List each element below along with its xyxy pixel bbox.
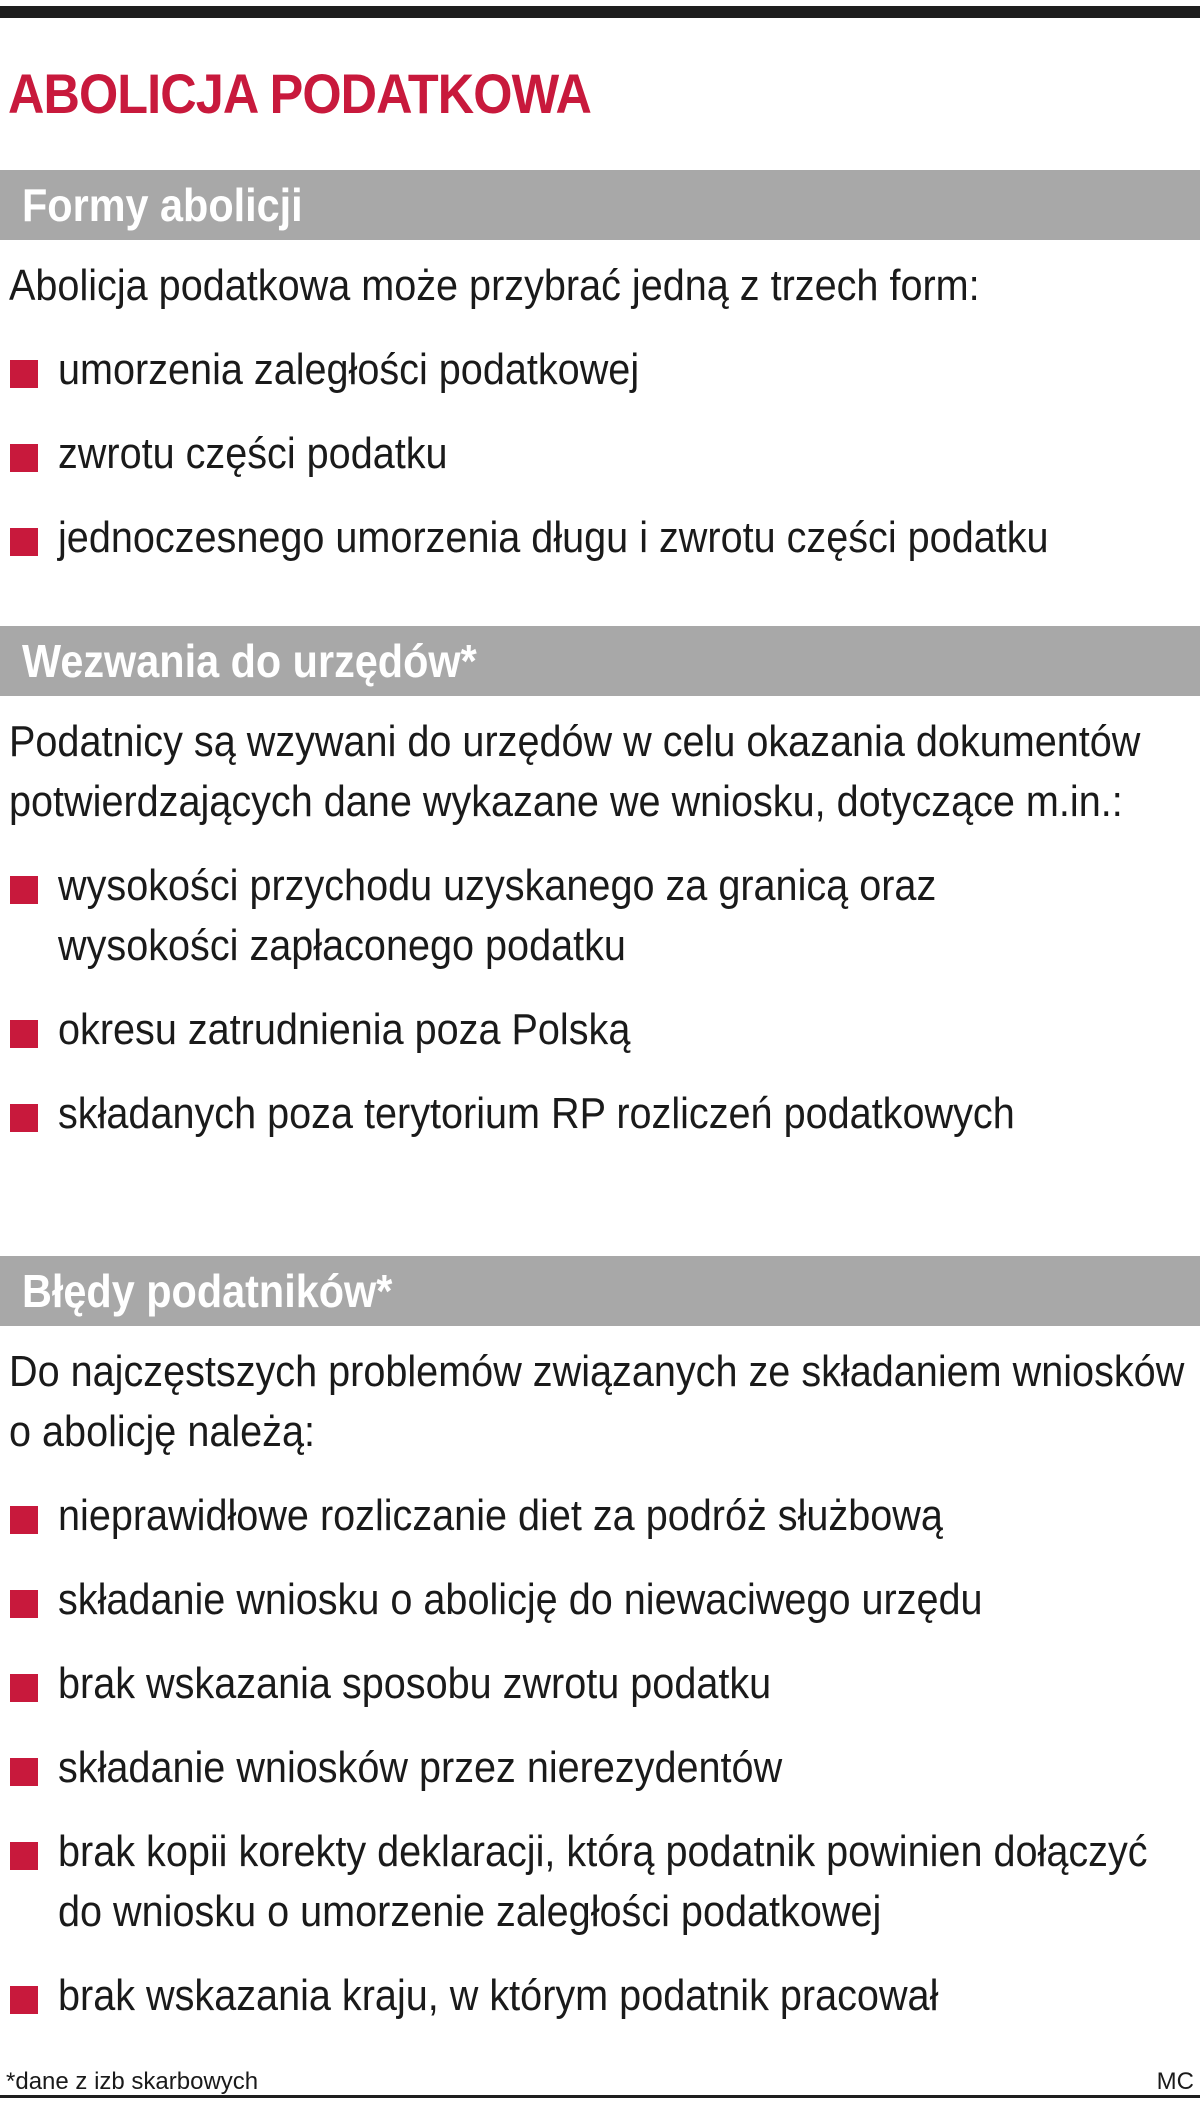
section-heading: Błędy podatników* <box>22 1265 393 1317</box>
list-item: brak wskazania kraju, w którym podatnik pracował <box>0 1966 1200 2026</box>
list-item: zwrotu części podatku <box>0 424 1200 484</box>
bullet-square-icon <box>10 1020 38 1048</box>
bullet-list <box>0 340 1200 568</box>
section-bledy-podatnikow <box>0 1256 1200 2026</box>
bullet-square-icon <box>10 1104 38 1132</box>
bullet-square-icon <box>10 1674 38 1702</box>
section-intro: Abolicja podatkowa może przybrać jedną z trzech form: <box>9 261 980 310</box>
bullet-list <box>0 1486 1200 2026</box>
section-heading: Formy abolicji <box>22 179 303 231</box>
bullet-square-icon <box>10 444 38 472</box>
list-item: składanie wniosku o abolicję do niewaciwego urzędu <box>0 1570 1200 1630</box>
list-item: składanie wniosków przez nierezydentów <box>0 1738 1200 1798</box>
list-item: okresu zatrudnienia poza Polską <box>0 1000 1200 1060</box>
list-item: umorzenia zaległości podatkowej <box>0 340 1200 400</box>
top-rule <box>0 6 1200 18</box>
section-header <box>0 1256 1200 1326</box>
section-formy-abolicji <box>0 170 1200 568</box>
bullet-square-icon <box>10 1986 38 2014</box>
section-heading: Wezwania do urzędów* <box>22 635 477 687</box>
bullet-square-icon <box>10 876 38 904</box>
section-intro: Podatnicy są wzywani do urzędów w celu okazania dokumentów potwierdzających dane wykazane we wniosku, dotyczące m.in.: <box>9 717 1141 826</box>
bottom-rule <box>0 2095 1200 2098</box>
bullet-square-icon <box>10 1758 38 1786</box>
section-intro: Do najczęstszych problemów związanych ze składaniem wniosków o abolicję należą: <box>9 1347 1185 1456</box>
bullet-list <box>0 856 1200 1144</box>
list-item: wysokości przychodu uzyskanego za granicą oraz wysokości zapłaconego podatku <box>0 856 1200 976</box>
list-item: jednoczesnego umorzenia długu i zwrotu części podatku <box>0 508 1200 568</box>
credit-initials: MC <box>1156 2068 1194 2095</box>
list-item: brak kopii korekty deklaracji, którą podatnik powinien dołączyć do wniosku o umorzenie zaległości podatkowej <box>0 1822 1200 1942</box>
section-wezwania-do-urzedow <box>0 626 1200 1144</box>
bullet-square-icon <box>10 528 38 556</box>
section-header <box>0 170 1200 240</box>
list-item: składanych poza terytorium RP rozliczeń podatkowych <box>0 1084 1200 1144</box>
list-item: nieprawidłowe rozliczanie diet za podróż służbową <box>0 1486 1200 1546</box>
page-title: ABOLICJA PODATKOWA <box>8 62 591 125</box>
list-item: brak wskazania sposobu zwrotu podatku <box>0 1654 1200 1714</box>
bullet-square-icon <box>10 1590 38 1618</box>
bullet-square-icon <box>10 360 38 388</box>
bullet-square-icon <box>10 1506 38 1534</box>
section-header <box>0 626 1200 696</box>
footnote: *dane z izb skarbowych <box>6 2068 259 2095</box>
bullet-square-icon <box>10 1842 38 1870</box>
